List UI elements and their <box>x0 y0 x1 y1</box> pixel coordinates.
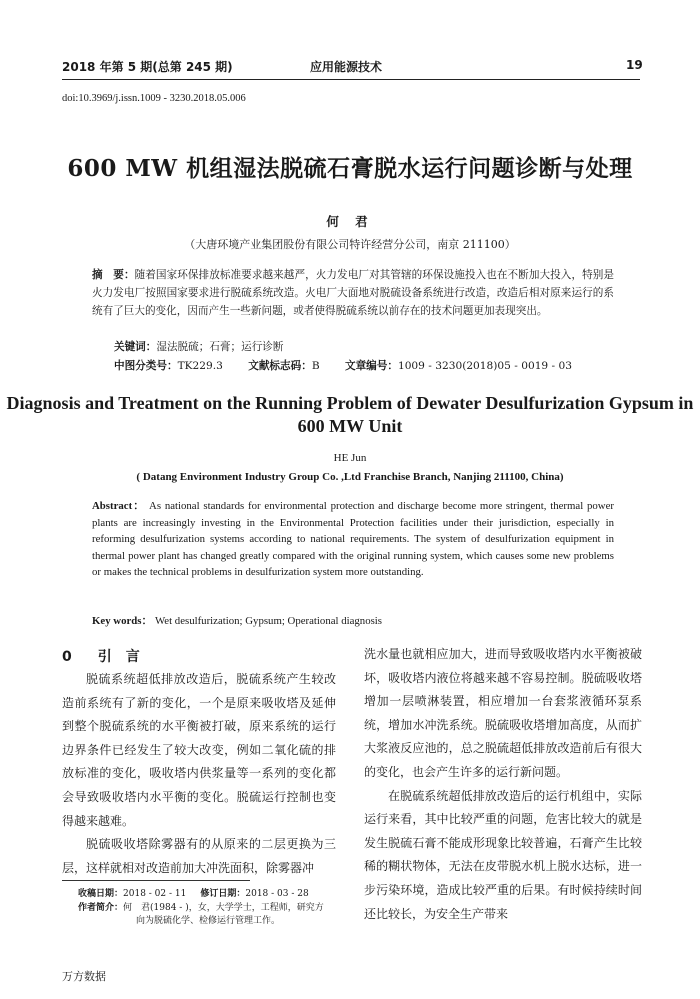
left-column <box>62 668 336 880</box>
clc-code: 中图分类号：TK229.3 <box>114 360 223 372</box>
keywords-chinese <box>114 339 284 354</box>
paragraph: 在脱硫系统超低排放改造后的运行机组中，实际运行来看，其中比较严重的问题，危害比较大的就是发生脱硫石膏不能成形现象比较普遍，石膏产生比较稀的糊状物体，无法在皮带脱水机上脱水达标，进一步污染环境，造成比较严重的后果。有时候持续时间还比较长，为安全生产带来 <box>364 788 642 921</box>
footnote-bio-cont: 向为脱硫化学、检修运行管理工作。 <box>136 916 281 926</box>
abstract-english <box>92 498 614 581</box>
title-chinese: 600 MW 机组湿法脱硫石膏脱水运行问题诊断与处理 <box>67 155 633 182</box>
article-number: 文章编号：1009 - 3230(2018)05 - 0019 - 03 <box>344 360 572 372</box>
author-english: HE Jun <box>333 452 367 464</box>
section-title: 引 言 <box>97 649 140 665</box>
paragraph: 脱硫系统超低排放改造后，脱硫系统产生较改造前系统有了新的变化，一个是原来吸收塔及延伸到整个脱硫系统的水平衡被打破，原来系统的运行边界条件已经发生了较大改变，例如二氧化硫的排放标准的变化，吸收塔内供浆量等一系列的变化都会导致吸收塔内水平衡的变化。脱硫运行控制也变得越来越难。 <box>62 672 336 828</box>
keywords-english-label: Key words： <box>92 615 153 627</box>
section-heading <box>62 646 140 666</box>
keywords-chinese-text: 湿法脱硫；石膏；运行诊断 <box>156 341 284 353</box>
title-english: Diagnosis and Treatment on the Running Problem of Dewater Desulfurization Gypsum in 600 MW Unit <box>6 393 694 436</box>
affiliation-chinese: （大唐环境产业集团股份有限公司特许经营分公司，南京 211100） <box>184 238 516 251</box>
keywords-english-text: Wet desulfurization; Gypsum; Operational diagnosis <box>154 615 383 627</box>
keywords-chinese-label: 关键词： <box>114 341 157 353</box>
footnote-bio: 作者简介：何 君(1984 - )，女，大学学士，工程师，研究方 <box>78 902 324 913</box>
abstract-english-text: As national standards for environmental protection and discharge become more stringent, thermal power plants are increasingly investing in the Environmental Protection facilities under their jurisdiction, especially in reforming desulfurization systems according to national requirements. The system of desulfurization equipment in thermal power plant has changed greatly compared with the original running system, which causes some new problems or makes the technical problems in desulfurization system more outstanding. <box>92 500 614 578</box>
footnote-rule <box>62 880 250 881</box>
right-column <box>364 643 642 926</box>
issue-info: 2018 年第 5 期(总第 245 期) <box>62 60 233 74</box>
section-number: 0 <box>62 649 72 665</box>
abstract-chinese-text: 随着国家环保排放标准要求越来越严，火力发电厂对其管辖的环保设施投入也在不断加大投入，特别是火力发电厂按照国家要求进行脱硫系统改造。火电厂大面地对脱硫设备系统进行改造，改造后相对原来运行的系统有了巨大的变化，因而产生一些新问题，或者使得脱硫系统以前存在的技术问题更加表现突出。 <box>92 269 615 317</box>
journal-name: 应用能源技术 <box>310 60 383 74</box>
doi: doi:10.3969/j.issn.1009 - 3230.2018.05.006 <box>62 93 246 104</box>
footnote <box>78 888 348 929</box>
abstract-chinese <box>92 266 614 320</box>
classification-line <box>114 358 614 373</box>
document-code: 文献标志码：B <box>248 360 320 372</box>
page-number: 19 <box>626 58 643 72</box>
header-rule <box>62 79 640 80</box>
affiliation-english: ( Datang Environment Industry Group Co. ,Ltd Franchise Branch, Nanjing 211100, China) <box>136 471 564 483</box>
keywords-english <box>92 613 382 628</box>
abstract-english-label: Abstract： <box>92 500 146 512</box>
footnote-dates: 收稿日期：2018 - 02 - 11 修订日期：2018 - 03 - 28 <box>78 889 309 899</box>
paragraph: 洗水量也就相应加大，进而导致吸收塔内水平衡被破坏，吸收塔内液位将越来越不容易控制。脱硫吸收塔增加一层喷淋装置，相应增加一台套浆液循环泵系统，增加水冲洗系统。脱硫吸收塔增加高度，从而扩大浆液反应池的，总之脱硫超低排放改造前后有很大的变化，也会产生许多的运行新问题。 <box>364 647 642 779</box>
author-chinese: 何 君 <box>326 214 374 229</box>
watermark: 万方数据 <box>62 970 106 983</box>
abstract-chinese-label: 摘 要： <box>92 269 135 281</box>
paragraph: 脱硫吸收塔除雾器有的从原来的二层更换为三层，这样就相对改造前加大冲洗面积，除雾器冲 <box>62 837 336 875</box>
